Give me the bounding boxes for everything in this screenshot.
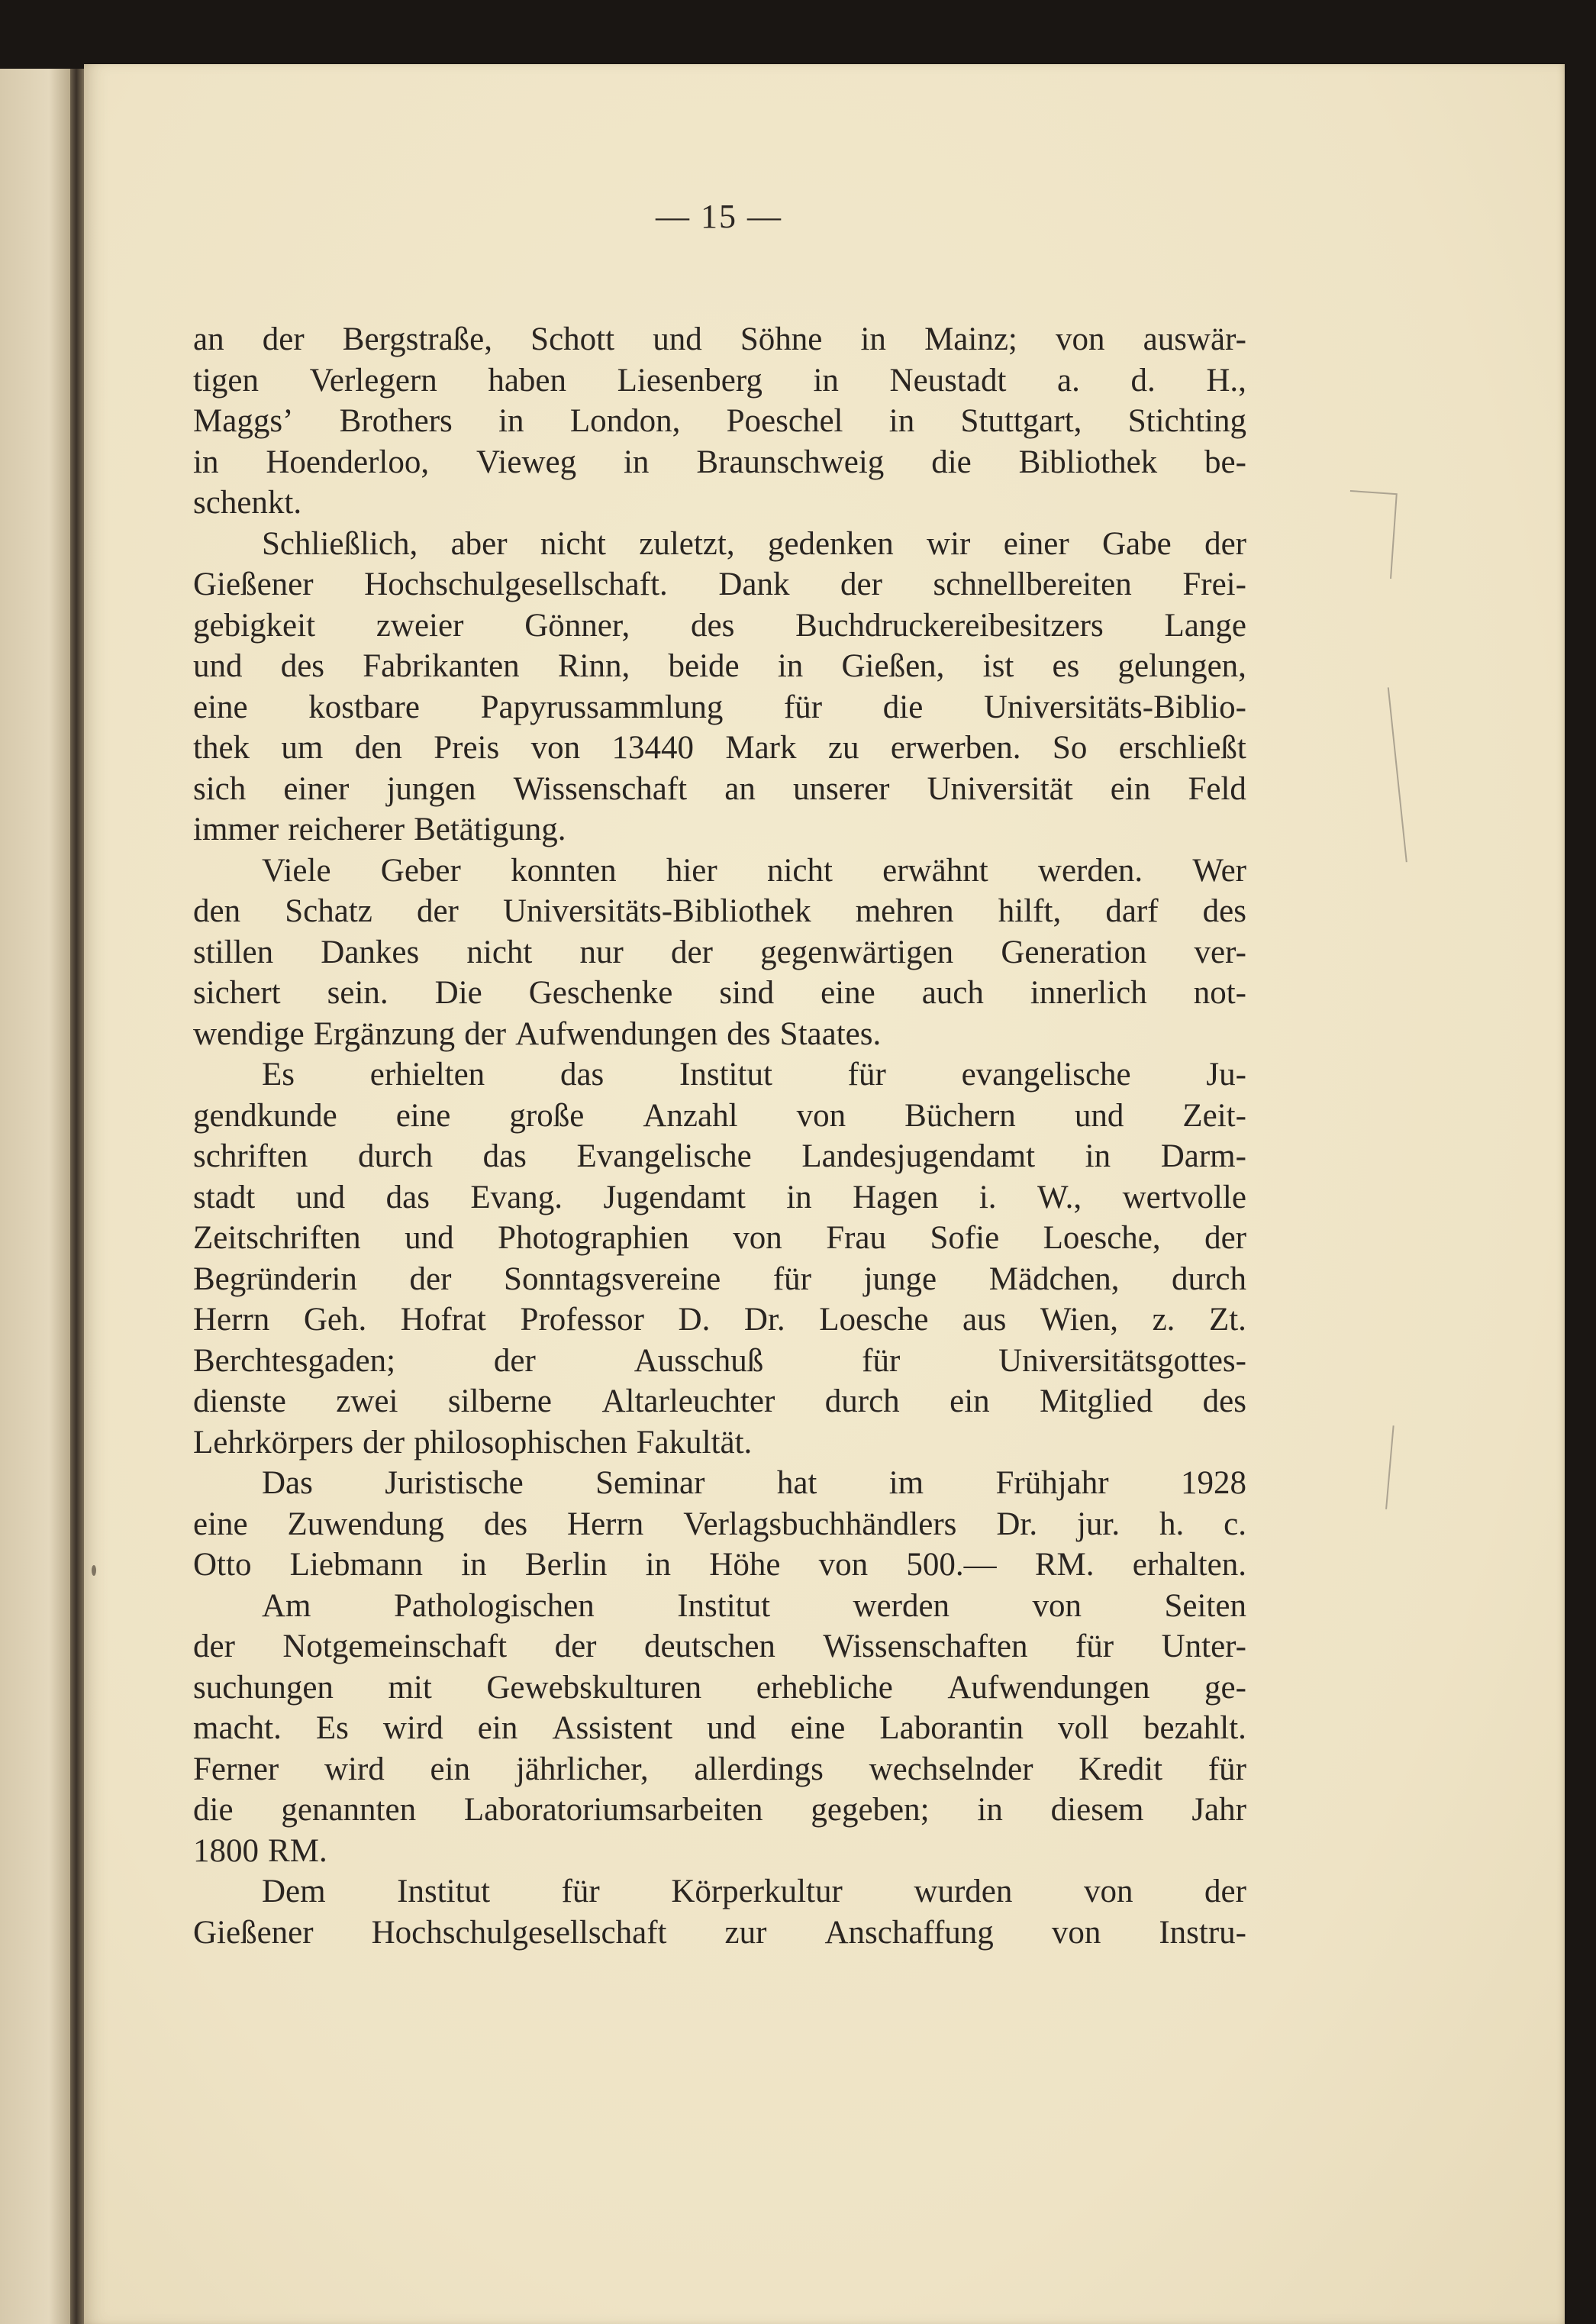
text-line: Maggs’ Brothers in London, Poeschel in Stuttgart, Stichting bbox=[193, 403, 1246, 439]
text-line: stillen Dankes nicht nur der gegenwärtigen Generation ver- bbox=[193, 934, 1246, 970]
text-line: sichert sein. Die Geschenke sind eine auch innerlich not- bbox=[193, 975, 1246, 1011]
text-line: gendkunde eine große Anzahl von Büchern und Zeit- bbox=[193, 1097, 1246, 1134]
pencil-mark-top bbox=[1344, 490, 1398, 579]
text-line: Zeitschriften und Photographien von Frau Sofie Loesche, der bbox=[193, 1220, 1246, 1256]
text-line: Dem Institut für Körperkultur wurden von der bbox=[262, 1874, 1246, 1909]
text-line: Gießener Hochschulgesellschaft. Dank der schnellbereiten Frei- bbox=[193, 566, 1246, 602]
text-line: gebigkeit zweier Gönner, des Buchdruckereibesitzers Lange bbox=[193, 607, 1246, 644]
text-line: Otto Liebmann in Berlin in Höhe von 500.— RM. erhalten. bbox=[193, 1547, 1246, 1583]
text-line: immer reicherer Betätigung. bbox=[193, 812, 566, 847]
text-line: die genannten Laboratoriumsarbeiten gegeben; in diesem Jahr bbox=[193, 1792, 1246, 1828]
ink-spot bbox=[92, 1565, 96, 1576]
text-line: Viele Geber konnten hier nicht erwähnt werden. Wer bbox=[262, 852, 1246, 889]
text-line: und des Fabrikanten Rinn, beide in Gießen, ist es gelungen, bbox=[193, 648, 1246, 684]
text-line: Schließlich, aber nicht zuletzt, gedenken wir einer Gabe der bbox=[262, 525, 1246, 562]
text-line: schriften durch das Evangelische Landesjugendamt in Darm- bbox=[193, 1138, 1246, 1174]
text-line: Das Juristische Seminar hat im Frühjahr 1928 bbox=[262, 1465, 1246, 1501]
page-number: — 15 — bbox=[656, 198, 782, 235]
text-line: tigen Verlegern haben Liesenberg in Neustadt a. d. H., bbox=[193, 362, 1246, 399]
text-line: Lehrkörpers der philosophischen Fakultät. bbox=[193, 1424, 753, 1461]
text-line: der Notgemeinschaft der deutschen Wissenschaften für Unter- bbox=[193, 1628, 1246, 1664]
text-line: suchungen mit Gewebskulturen erhebliche Aufwendungen ge- bbox=[193, 1669, 1246, 1706]
text-line: wendige Ergänzung der Aufwendungen des Staates. bbox=[193, 1015, 882, 1052]
text-line: thek um den Preis von 13440 Mark zu erwerben. So erschließt bbox=[193, 730, 1246, 766]
text-line: 1800 RM. bbox=[193, 1832, 327, 1869]
text-line: Es erhielten das Institut für evangelische Ju- bbox=[262, 1057, 1246, 1093]
facing-page-edge bbox=[0, 69, 70, 2324]
text-line: an der Bergstraße, Schott und Söhne in Mainz; von auswär- bbox=[193, 321, 1246, 357]
text-line: sich einer jungen Wissenschaft an unserer Universität ein Feld bbox=[193, 770, 1246, 807]
text-line: eine Zuwendung des Herrn Verlagsbuchhändlers Dr. jur. h. c. bbox=[193, 1506, 1246, 1542]
text-line: Ferner wird ein jährlicher, allerdings wechselnder Kredit für bbox=[193, 1751, 1246, 1787]
text-line: macht. Es wird ein Assistent und eine Laborantin voll bezahlt. bbox=[193, 1710, 1246, 1746]
text-line: Gießener Hochschulgesellschaft zur Anschaffung von Instru- bbox=[193, 1914, 1246, 1951]
text-line: dienste zwei silberne Altarleuchter durch ein Mitglied des bbox=[193, 1383, 1246, 1419]
pencil-mark-middle bbox=[1327, 687, 1407, 868]
book-gutter bbox=[70, 69, 84, 2324]
text-line: Begründerin der Sonntagsvereine für junge Mädchen, durch bbox=[193, 1260, 1246, 1297]
text-line: eine kostbare Papyrussammlung für die Universitäts-Biblio- bbox=[193, 689, 1246, 725]
text-line: schenkt. bbox=[193, 485, 302, 521]
text-line: stadt und das Evang. Jugendamt in Hagen i. W., wertvolle bbox=[193, 1179, 1246, 1215]
text-line: den Schatz der Universitäts-Bibliothek mehren hilft, darf des bbox=[193, 893, 1246, 929]
text-line: Am Pathologischen Institut werden von Seiten bbox=[262, 1587, 1246, 1624]
pencil-mark-lower bbox=[1332, 1421, 1394, 1509]
text-line: Berchtesgaden; der Ausschuß für Universitätsgottes- bbox=[193, 1342, 1246, 1379]
body-text bbox=[193, 319, 1246, 1953]
text-line: in Hoenderloo, Vieweg in Braunschweig die Bibliothek be- bbox=[193, 444, 1246, 480]
text-line: Herrn Geh. Hofrat Professor D. Dr. Loesche aus Wien, z. Zt. bbox=[193, 1302, 1246, 1338]
